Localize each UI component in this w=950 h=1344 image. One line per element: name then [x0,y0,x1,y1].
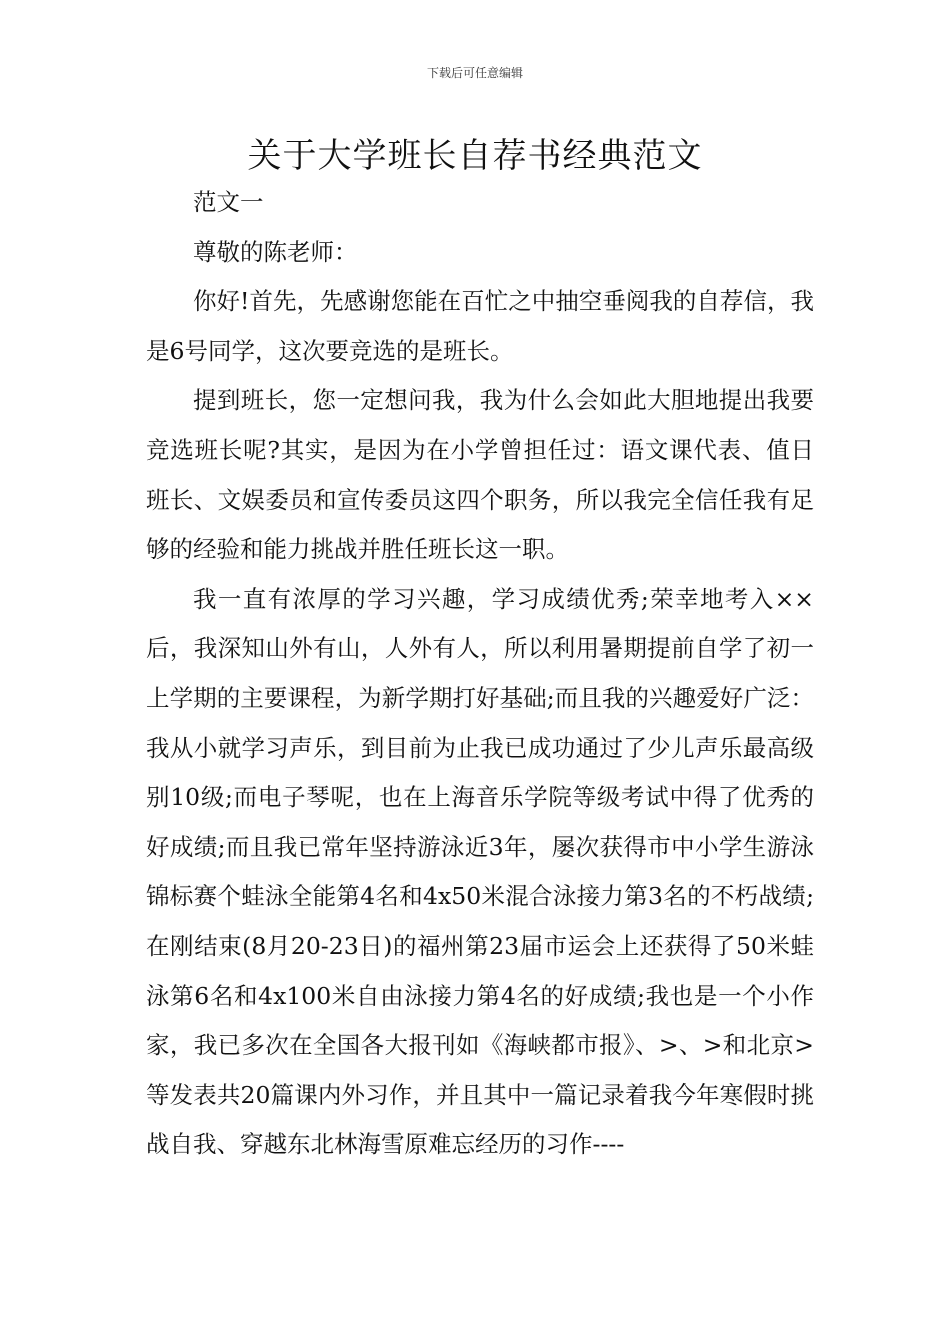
paragraph-experience: 提到班长，您一定想问我，我为什么会如此大胆地提出我要竞选班长呢?其实，是因为在小学曾担任过：语文课代表、值日班长、文娱委员和宣传委员这四个职务，所以我完全信任我有足够的经验和能力挑战并胜任班长这一职。 [146,386,814,564]
paragraph-achievements: 我一直有浓厚的学习兴趣，学习成绩优秀;荣幸地考入××后，我深知山外有山，人外有人，所以利用暑期提前自学了初一上学期的主要课程，为新学期打好基础;而且我的兴趣爱好广泛：我从小就学习声乐，到目前为止我已成功通过了少儿声乐最高级别10级;而电子琴呢，也在上海音乐学院等级考试中得了优秀的好成绩;而且我已常年坚持游泳近3年，屡次获得市中小学生游泳锦标赛个蛙泳全能第4名和4x50米混合泳接力第3名的不朽战绩;在刚结束(8月20-23日)的福州第23届市运会上还获得了50米蛙泳第6名和4x100米自由泳接力第4名的好成绩;我也是一个小作家，我已多次在全国各大报刊如《海峡都市报》、>、>和北京>等发表共20篇课内外习作，并且其中一篇记录着我今年寒假时挑战自我、穿越东北林海雪原难忘经历的习作---- [146,584,814,1159]
paragraph-salutation: 尊敬的陈老师： [193,237,358,266]
document-body [146,178,814,1170]
paragraph-greeting: 你好!首先，先感谢您能在百忙之中抽空垂阅我的自荐信，我是6号同学，这次要竞选的是班长。 [146,287,814,365]
paragraph-heading: 范文一 [193,188,264,216]
document-title: 关于大学班长自荐书经典范文 [247,136,703,176]
page-header-note: 下载后可任意编辑 [426,66,523,80]
